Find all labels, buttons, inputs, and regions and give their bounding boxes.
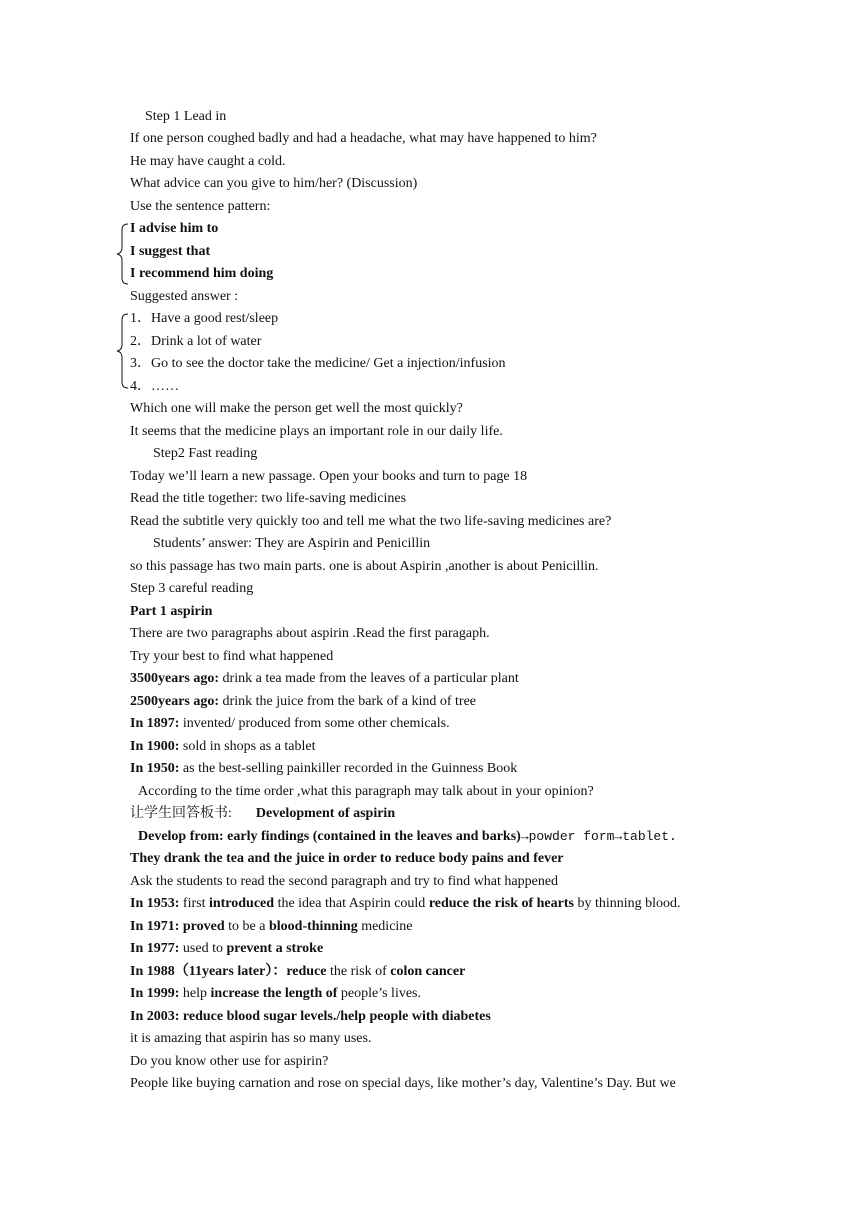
- timeline-entry: In 1953: first introduced the idea that Aspirin could reduce the risk of hearts by thinning blood.: [130, 896, 681, 911]
- part1-heading: Part 1 aspirin: [130, 604, 213, 619]
- left-brace-icon: [112, 222, 130, 286]
- timeline-entry: 3500years ago: drink a tea made from the leaves of a particular plant: [130, 671, 519, 686]
- list-item: 1．Have a good rest/sleep: [130, 311, 279, 326]
- list-item: 3．Go to see the doctor take the medicine/ Get a injection/infusion: [130, 356, 506, 371]
- body-line: Students’ answer: They are Aspirin and Penicillin: [153, 536, 431, 551]
- timeline-entry: In 2003: reduce blood sugar levels./help people with diabetes: [130, 1009, 491, 1024]
- step1-heading: Step 1 Lead in: [145, 109, 227, 124]
- body-line: Ask the students to read the second paragraph and try to find what happened: [130, 874, 559, 889]
- body-line: It seems that the medicine plays an important role in our daily life.: [130, 424, 503, 439]
- timeline-entry: In 1950: as the best-selling painkiller recorded in the Guinness Book: [130, 761, 518, 776]
- step2-heading: Step2 Fast reading: [153, 446, 258, 461]
- body-line: According to the time order ,what this paragraph may talk about in your opinion?: [138, 784, 594, 799]
- timeline-entry: In 1971: proved to be a blood-thinning medicine: [130, 919, 413, 934]
- timeline-entry: In 1897: invented/ produced from some other chemicals.: [130, 716, 450, 731]
- body-line: There are two paragraphs about aspirin .Read the first paragaph.: [130, 626, 490, 641]
- question-line: What advice can you give to him/her? (Discussion): [130, 176, 418, 191]
- answer-line: He may have caught a cold.: [130, 154, 286, 169]
- pattern-intro: Use the sentence pattern:: [130, 199, 271, 214]
- timeline-entry: In 1988（11years later）：reduce the risk of colon cancer: [130, 964, 466, 979]
- timeline-entry: In 1900: sold in shops as a tablet: [130, 739, 316, 754]
- left-brace-icon: [112, 312, 130, 390]
- pattern-line: I advise him to: [130, 221, 219, 236]
- body-line: so this passage has two main parts. one is about Aspirin ,another is about Penicillin.: [130, 559, 599, 574]
- board-line: Develop from: early findings (contained in the leaves and barks)→powder form→tablet.: [138, 829, 677, 844]
- question-line: Do you know other use for aspirin?: [130, 1054, 329, 1069]
- board-line: They drank the tea and the juice in order to reduce body pains and fever: [130, 851, 564, 866]
- body-line: it is amazing that aspirin has so many uses.: [130, 1031, 372, 1046]
- body-line: Read the subtitle very quickly too and tell me what the two life-saving medicines are?: [130, 514, 612, 529]
- timeline-entry: In 1977: used to prevent a stroke: [130, 941, 324, 956]
- list-item: 2．Drink a lot of water: [130, 334, 262, 349]
- question-line: If one person coughed badly and had a headache, what may have happened to him?: [130, 131, 597, 146]
- question-line: Which one will make the person get well the most quickly?: [130, 401, 463, 416]
- step3-heading: Step 3 careful reading: [130, 581, 254, 596]
- board-line: 让学生回答板书: Development of aspirin: [130, 806, 396, 821]
- timeline-entry: 2500years ago: drink the juice from the bark of a kind of tree: [130, 694, 477, 709]
- body-line: Today we’ll learn a new passage. Open your books and turn to page 18: [130, 469, 528, 484]
- body-line: Read the title together: two life-saving medicines: [130, 491, 407, 506]
- body-line: People like buying carnation and rose on special days, like mother’s day, Valentine’s Day. But we: [130, 1076, 676, 1091]
- suggested-label: Suggested answer :: [130, 289, 239, 304]
- body-line: Try your best to find what happened: [130, 649, 334, 664]
- timeline-entry: In 1999: help increase the length of people’s lives.: [130, 986, 422, 1001]
- pattern-line: I suggest that: [130, 244, 211, 259]
- pattern-line: I recommend him doing: [130, 266, 274, 281]
- list-item: 4．……: [130, 379, 179, 394]
